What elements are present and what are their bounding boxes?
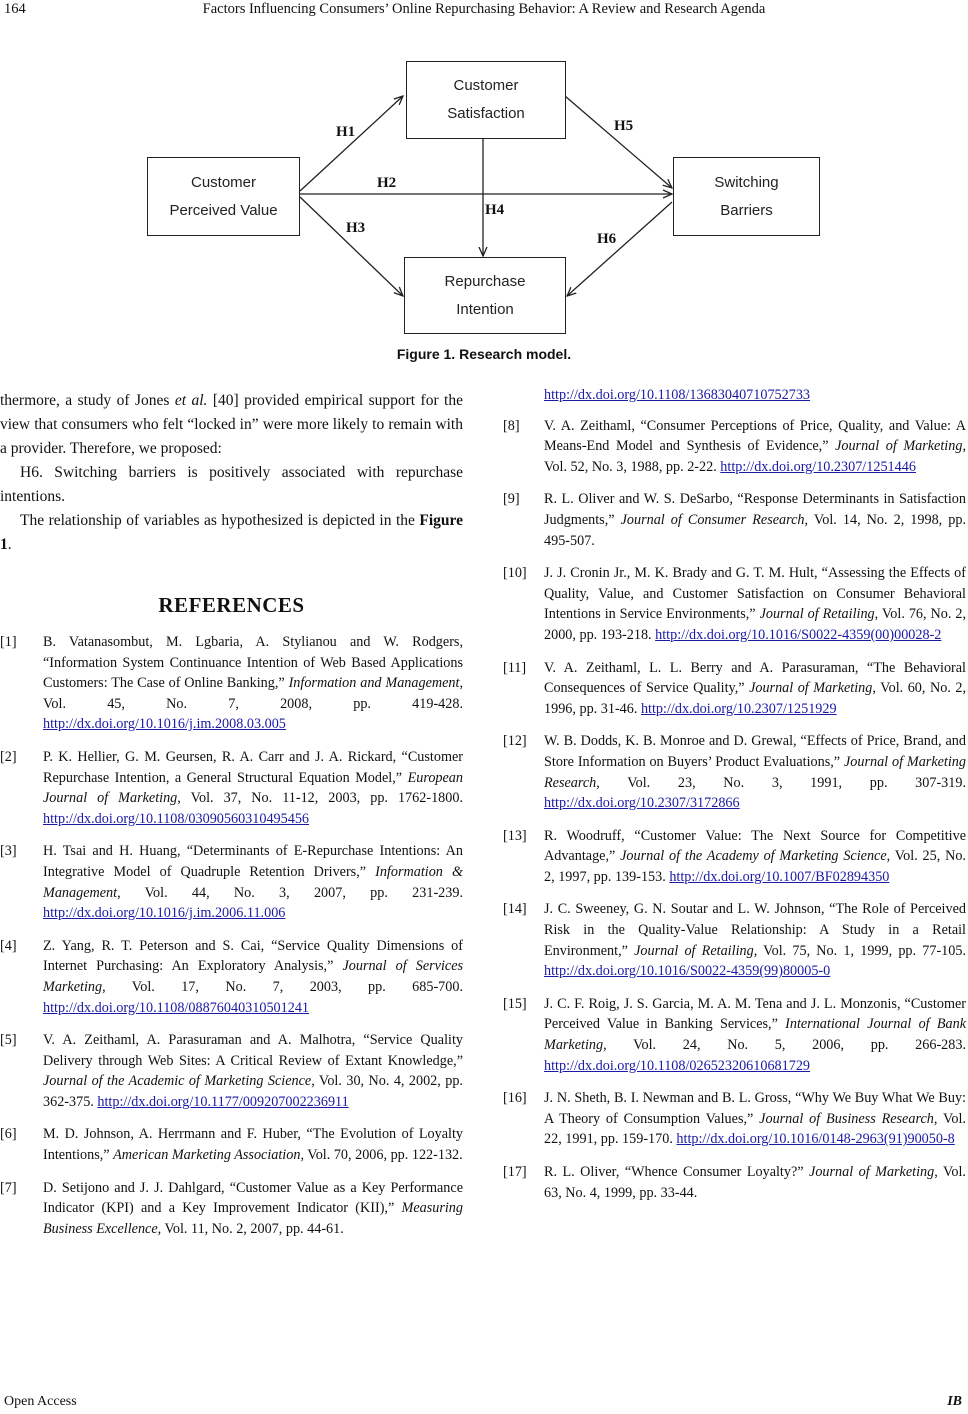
reference-doi-link[interactable]: http://dx.doi.org/10.1016/S0022-4359(00)00028-2 xyxy=(655,626,942,643)
reference-text xyxy=(544,563,966,645)
reference-journal: Journal of Retailing xyxy=(634,942,754,959)
reference-journal: Journal of the Academy of Marketing Science xyxy=(620,848,887,865)
reference-item xyxy=(503,994,966,1076)
reference-doi-link[interactable]: http://dx.doi.org/10.2307/1251929 xyxy=(640,700,837,717)
reference-doi-link[interactable]: http://dx.doi.org/10.1016/S0022-4359(99)80005-0 xyxy=(544,963,831,980)
reference-text xyxy=(544,994,966,1076)
reference-authors-title: M. D. Johnson, A. Herrmann and F. Huber, “The Evolution of Loyalty Intentions,” xyxy=(43,1126,463,1164)
node-switching-barriers xyxy=(673,157,820,236)
label-h2: H2 xyxy=(377,175,397,191)
reference-item xyxy=(0,841,463,923)
reference-item xyxy=(503,416,966,478)
reference-text xyxy=(544,826,966,888)
reference-details: , Vol. 30, No. 4, 2002, pp. 362-375. xyxy=(43,1073,463,1110)
reference-authors-title: V. A. Zeithaml, L. L. Berry and A. Parasuraman, “The Behavioral Consequences of Service Quality,” xyxy=(544,659,966,697)
reference-authors-title: V. A. Zeithaml, “Consumer Perceptions of Price, Quality, and Value: A Means-End Model and Synthesis of Evidence,” xyxy=(544,417,966,455)
reference-text xyxy=(544,731,966,813)
reference-authors-title: D. Setijono and J. J. Dahlgard, “Customer Value as a Key Performance Indicator (KPI) and a Key Improvement Indicator (KII),” xyxy=(43,1179,463,1217)
reference-details: , Vol. 24, No. 5, 2006, pp. 266-283. xyxy=(603,1037,966,1054)
reference-details: , Vol. 11, No. 2, 2007, pp. 44-61. xyxy=(157,1220,344,1237)
reference-journal: Information and Management xyxy=(288,675,460,692)
references-heading: REFERENCES xyxy=(158,593,305,617)
reference-journal: Journal of Consumer Research xyxy=(620,511,805,528)
node-customer-perceived-value xyxy=(147,157,300,236)
reference-doi-link[interactable]: http://dx.doi.org/10.1108/03090560310495456 xyxy=(43,810,310,827)
reference-number: [8] xyxy=(503,417,520,434)
reference-doi-link[interactable]: http://dx.doi.org/10.1016/j.im.2008.03.005 xyxy=(43,716,286,733)
reference-item xyxy=(0,1178,463,1240)
node-label-line: Repurchase xyxy=(444,272,526,290)
reference-number: [12] xyxy=(503,733,527,750)
body-paragraph xyxy=(0,509,463,557)
reference-number: [7] xyxy=(0,1179,17,1196)
open-access-label: Open Access xyxy=(4,1394,77,1409)
reference-number: [5] xyxy=(0,1032,17,1049)
reference-text xyxy=(544,489,966,551)
reference-item xyxy=(0,936,463,1018)
reference-item xyxy=(503,1162,966,1203)
reference-text xyxy=(544,899,966,981)
reference-details: , Vol. 63, No. 4, 1999, pp. 33-44. xyxy=(544,1164,966,1201)
reference-authors-title: W. B. Dodds, K. B. Monroe and D. Grewal, “Effects of Price, Brand, and Store Information on Buyers’ Product Evaluations,” xyxy=(544,733,966,770)
reference-continuation xyxy=(503,385,966,406)
node-customer-satisfaction xyxy=(406,61,566,139)
reference-doi-link[interactable]: http://dx.doi.org/10.1108/08876040310501241 xyxy=(43,999,310,1016)
reference-doi-link[interactable]: http://dx.doi.org/10.2307/1251446 xyxy=(720,458,916,475)
reference-details: , Vol. 22, 1991, pp. 159-170. xyxy=(544,1110,966,1148)
reference-item xyxy=(503,489,966,551)
running-title: Factors Influencing Consumers’ Online Repurchasing Behavior: A Review and Research Agenda xyxy=(202,1,766,17)
text-run: . xyxy=(7,536,12,553)
references-list-left xyxy=(0,632,463,1239)
reference-number: [16] xyxy=(503,1090,527,1107)
reference-item xyxy=(0,1124,463,1165)
reference-text xyxy=(544,1088,966,1150)
node-label-line: Perceived Value xyxy=(169,201,278,219)
reference-authors-title: J. C. F. Roig, J. S. Garcia, M. A. M. Tena and J. L. Monzonis, “Customer Perceived Value in Banking Services,” xyxy=(544,995,966,1033)
reference-journal: Journal of Marketing xyxy=(835,438,963,455)
reference-details: , Vol. 14, No. 2, 1998, pp. 495-507. xyxy=(544,511,966,549)
reference-authors-title: J. C. Sweeney, G. N. Soutar and L. W. Johnson, “The Role of Perceived Risk in the Quality-Value Relationship: A Study in a Retail Environment,” xyxy=(544,901,966,959)
reference-number: [14] xyxy=(503,901,527,918)
reference-number: [11] xyxy=(503,659,527,676)
right-column xyxy=(503,385,966,1215)
text-run: The relationship of variables as hypothesized is depicted in the xyxy=(20,512,420,529)
left-column xyxy=(0,389,463,1251)
reference-doi-link[interactable]: http://dx.doi.org/10.1108/13683040710752733 xyxy=(544,387,811,403)
reference-authors-title: R. Woodruff, “Customer Value: The Next Source for Competitive Advantage,” xyxy=(544,827,966,865)
reference-item xyxy=(0,1030,463,1112)
reference-doi-link[interactable]: http://dx.doi.org/10.2307/3172866 xyxy=(544,795,740,812)
reference-authors-title: H. Tsai and H. Huang, “Determinants of E-Repurchase Intentions: An Integrative Model of Quadruple Retention Drivers,” xyxy=(43,843,463,880)
reference-details: , Vol. 76, No. 2, 2000, pp. 193-218. xyxy=(544,606,966,643)
reference-authors-title: R. L. Oliver and W. S. DeSarbo, “Response Determinants in Satisfaction Judgments,” xyxy=(544,491,966,528)
reference-details: , Vol. 44, No. 3, 2007, pp. 231-239. xyxy=(117,884,463,901)
page-number: 164 xyxy=(4,1,26,17)
path-h3-arrow xyxy=(300,197,403,296)
reference-number: [1] xyxy=(0,634,17,650)
reference-item xyxy=(503,563,966,645)
reference-journal: Journal of Marketing Research xyxy=(544,753,966,791)
reference-journal: Journal of Retailing xyxy=(759,606,875,623)
figure-caption: Figure 1. Research model. xyxy=(396,346,572,362)
reference-item xyxy=(503,1088,966,1150)
reference-doi-link[interactable]: http://dx.doi.org/10.1016/0148-2963(91)90050-8 xyxy=(676,1131,955,1148)
reference-text xyxy=(544,416,966,478)
reference-number: [6] xyxy=(0,1126,17,1143)
reference-details: , Vol. 37, No. 11-12, 2003, pp. 1762-1800. xyxy=(177,790,463,807)
path-h5-arrow xyxy=(565,96,672,188)
label-h3: H3 xyxy=(346,220,366,236)
reference-text xyxy=(43,1124,463,1165)
reference-authors-title: P. K. Hellier, G. M. Geursen, R. A. Carr and J. A. Rickard, “Customer Repurchase Intention, a General Structural Equation Model,” xyxy=(43,748,463,786)
text-run: thermore, a study of Jones xyxy=(0,392,175,409)
node-label-line: Satisfaction xyxy=(447,105,525,122)
reference-details: , Vol. 17, No. 7, 2003, pp. 685-700. xyxy=(102,978,463,995)
path-h6-arrow xyxy=(567,202,672,296)
reference-authors-title: Z. Yang, R. T. Peterson and S. Cai, “Service Quality Dimensions of Internet Purchasing: An Exploratory Analysis,” xyxy=(43,937,463,975)
reference-details: , Vol. 52, No. 3, 1988, pp. 2-22. xyxy=(544,438,966,475)
reference-number: [4] xyxy=(0,937,17,954)
reference-text xyxy=(43,841,463,923)
references-list-right xyxy=(503,416,966,1204)
label-h4: H4 xyxy=(485,202,505,218)
node-label-line: Customer xyxy=(453,77,519,94)
reference-number: [2] xyxy=(0,748,17,765)
reference-number: [10] xyxy=(503,565,527,582)
node-label-line: Switching xyxy=(714,173,779,191)
reference-authors-title: V. A. Zeithaml, A. Parasuraman and A. Malhotra, “Service Quality Delivery through Web Sites: A Critical Review of Extant Knowledge,” xyxy=(43,1032,463,1069)
reference-details: , Vol. 23, No. 3, 1991, pp. 307-319. xyxy=(596,774,966,791)
text-run-italic: et al. xyxy=(174,392,208,409)
reference-journal: Journal of Business Research xyxy=(759,1110,934,1127)
reference-number: [9] xyxy=(503,491,520,508)
reference-number: [15] xyxy=(503,995,527,1012)
reference-journal: Journal of Services Marketing xyxy=(43,958,464,995)
figure-reference: Figure 1 xyxy=(0,512,463,553)
reference-text xyxy=(544,658,966,720)
reference-number: [3] xyxy=(0,843,17,860)
reference-details: , Vol. 70, 2006, pp. 122-132. xyxy=(300,1147,463,1164)
node-label-line: Customer xyxy=(190,173,257,191)
text-run: [40] provided empirical support for the view that consumers who felt “locked in” were more likely to remain with a provider. Therefore, we proposed: xyxy=(0,392,463,457)
reference-journal: Information & Management xyxy=(43,863,463,901)
reference-item xyxy=(503,826,966,888)
reference-item xyxy=(0,747,463,829)
reference-details: , Vol. 25, No. 2, 1997, pp. 139-153. xyxy=(544,848,966,885)
reference-journal: International Journal of Bank Marketing xyxy=(544,1016,966,1054)
node-repurchase-intention xyxy=(404,257,566,334)
reference-item xyxy=(503,731,966,813)
hypothesis-h6: H6. Switching barriers is positively associated with repurchase intentions. xyxy=(0,464,463,505)
reference-text xyxy=(43,632,463,735)
reference-item xyxy=(503,899,966,981)
node-label-line: Intention xyxy=(456,300,514,318)
label-h5: H5 xyxy=(614,118,634,134)
reference-number: [17] xyxy=(503,1164,527,1180)
reference-journal: Journal of Marketing xyxy=(749,680,873,697)
reference-text xyxy=(544,1162,966,1203)
reference-journal: Journal of the Academic of Marketing Science xyxy=(43,1073,312,1090)
reference-journal: Journal of Marketing xyxy=(809,1164,935,1180)
reference-authors-title: B. Vatanasombut, M. Lgbaria, A. Stylianou and W. Rodgers, “Information System Continuance Intention of Web Based Applications Customers: The Case of Online Banking,” xyxy=(43,634,463,692)
reference-item xyxy=(0,632,463,735)
reference-details: , Vol. 75, No. 1, 1999, pp. 77-105. xyxy=(753,942,967,959)
reference-text xyxy=(544,385,966,406)
reference-doi-link[interactable]: http://dx.doi.org/10.1016/j.im.2006.11.006 xyxy=(43,905,286,922)
reference-details: , Vol. 60, No. 2, 1996, pp. 31-46. xyxy=(544,680,966,717)
reference-journal: European Journal of Marketing xyxy=(43,769,463,807)
label-h1: H1 xyxy=(336,124,356,140)
label-h6: H6 xyxy=(597,231,617,247)
reference-item xyxy=(503,658,966,720)
node-label-line: Barriers xyxy=(720,201,773,219)
reference-journal: American Marketing Association xyxy=(113,1147,301,1164)
reference-authors-title: R. L. Oliver, “Whence Consumer Loyalty?” xyxy=(544,1164,810,1180)
reference-authors-title: J. N. Sheth, B. I. Newman and B. L. Gross, “Why We Buy What We Buy: A Theory of Consumption Values,” xyxy=(544,1090,966,1127)
reference-journal: Measuring Business Excellence xyxy=(43,1200,463,1237)
reference-text xyxy=(43,936,463,1018)
reference-doi-link[interactable]: http://dx.doi.org/10.1108/02652320610681729 xyxy=(544,1057,811,1074)
reference-text xyxy=(43,1178,463,1240)
reference-text xyxy=(43,1030,463,1112)
reference-authors-title: J. J. Cronin Jr., M. K. Brady and G. T. M. Hult, “Assessing the Effects of Quality, Value, and Customer Satisfaction on Consumer Behavioral Intentions in Service Environments,” xyxy=(544,565,966,623)
journal-abbreviation: IB xyxy=(947,1394,962,1409)
body-paragraph xyxy=(0,389,463,461)
reference-text xyxy=(43,747,463,829)
research-model-figure xyxy=(0,0,968,370)
reference-doi-link[interactable]: http://dx.doi.org/10.1007/BF02894350 xyxy=(669,868,890,885)
reference-doi-link[interactable]: http://dx.doi.org/10.1177/009207002236911 xyxy=(97,1093,349,1110)
reference-number: [13] xyxy=(503,827,527,844)
reference-details: , Vol. 45, No. 7, 2008, pp. 419-428. xyxy=(43,675,463,712)
